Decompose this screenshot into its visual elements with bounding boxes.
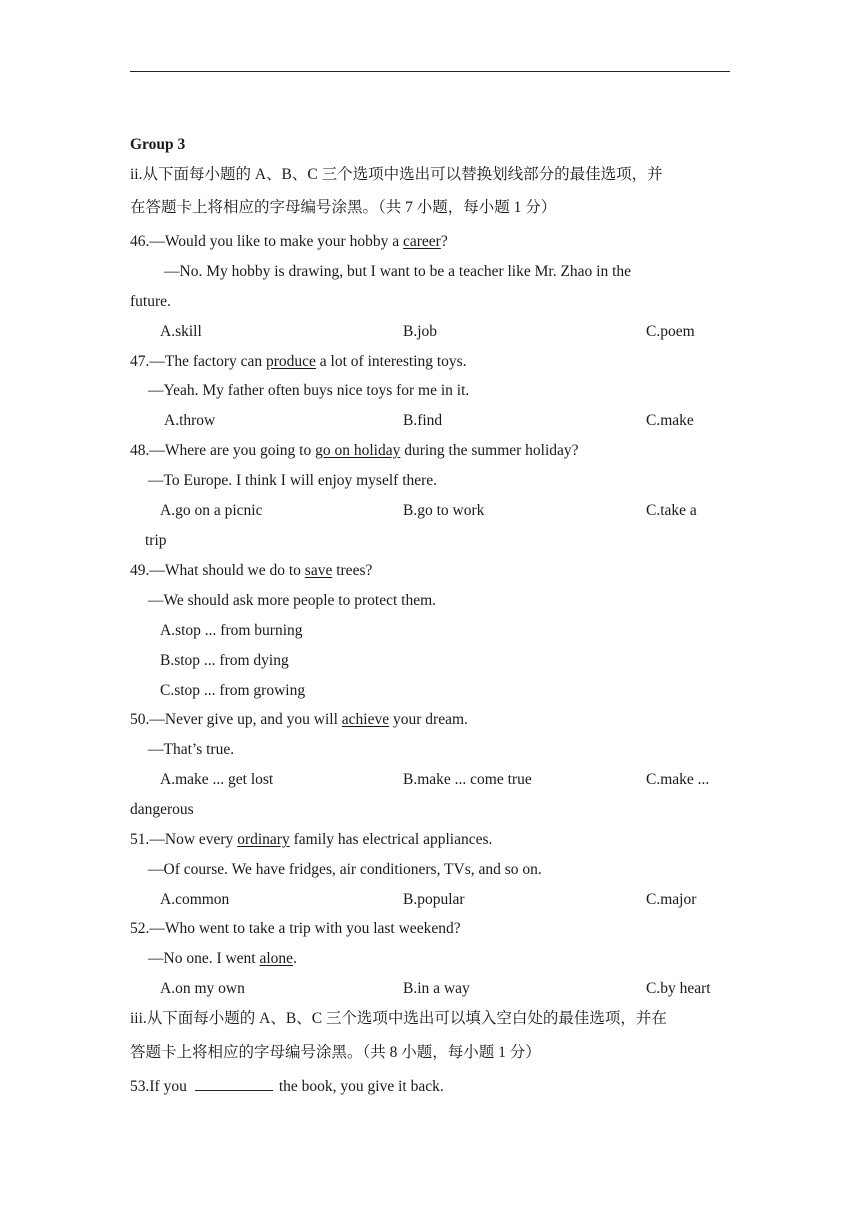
option-c[interactable]: C.take a: [646, 502, 697, 519]
question-47-underlined: produce: [266, 353, 316, 370]
question-49-underlined: save: [304, 562, 333, 579]
question-52: 52.—Who went to take a trip with you last weekend?: [130, 920, 461, 937]
answer-blank[interactable]: [195, 1076, 273, 1091]
option-a[interactable]: A.throw: [164, 412, 216, 429]
question-48-answer: —To Europe. I think I will enjoy myself there.: [148, 472, 438, 489]
option-b[interactable]: B.in a way: [403, 980, 470, 997]
option-a[interactable]: A.skill: [160, 323, 202, 340]
question-53-text: 53.If you: [130, 1078, 187, 1095]
question-49-text-end: trees?: [332, 562, 373, 579]
question-47-answer: —Yeah. My father often buys nice toys for me in it.: [148, 382, 470, 399]
question-47: [130, 352, 467, 372]
question-48-text: 48.—Where are you going to: [130, 442, 316, 459]
option-b[interactable]: B.stop ... from dying: [160, 652, 289, 669]
question-46: [130, 232, 448, 252]
option-c[interactable]: C.stop ... from growing: [160, 682, 306, 699]
option-b[interactable]: B.job: [403, 323, 438, 340]
header-rule: [130, 71, 730, 72]
question-47-text: 47.—The factory can: [130, 353, 266, 370]
question-51: [130, 830, 492, 850]
section-ii-instruction-line2: 在答题卡上将相应的字母编号涂黑。（共 7 小题，每小题 1 分）: [130, 199, 557, 216]
question-46-answer: —No. My hobby is drawing, but I want to be a teacher like Mr. Zhao in the: [164, 263, 632, 280]
question-48-text-end: during the summer holiday?: [400, 442, 579, 459]
option-c[interactable]: C.make: [646, 412, 694, 429]
question-46-text: 46.—Would you like to make your hobby a: [130, 233, 403, 250]
question-51-text-end: family has electrical appliances.: [289, 831, 493, 848]
question-50: [130, 710, 468, 730]
question-50-text-end: your dream.: [389, 711, 468, 728]
question-46-text-end: ?: [440, 233, 448, 250]
question-52-answer: [148, 949, 297, 969]
question-50-answer: —That’s true.: [148, 741, 235, 758]
question-48-underlined: go on holiday: [315, 442, 401, 459]
option-c[interactable]: C.make ...: [646, 771, 710, 788]
question-53: [130, 1076, 444, 1097]
section-iii-instruction-line2: 答题卡上将相应的字母编号涂黑。（共 8 小题，每小题 1 分）: [130, 1044, 541, 1061]
question-49-answer: —We should ask more people to protect them.: [148, 592, 437, 609]
question-49-text: 49.—What should we do to: [130, 562, 305, 579]
question-47-text-end: a lot of interesting toys.: [315, 353, 467, 370]
question-52-underlined: alone: [259, 950, 294, 967]
question-46-underlined: career: [402, 233, 441, 250]
question-50-text: 50.—Never give up, and you will: [130, 711, 342, 728]
section-ii-instruction-line1: ii.从下面每小题的 A、B、C 三个选项中选出可以替换划线部分的最佳选项，并: [130, 166, 663, 183]
option-a[interactable]: A.common: [160, 891, 230, 908]
option-b[interactable]: B.find: [403, 412, 443, 429]
question-46-answer-wrap: future.: [130, 293, 171, 310]
option-c[interactable]: C.poem: [646, 323, 695, 340]
question-53-text-end: the book, you give it back.: [278, 1078, 444, 1095]
question-48: [130, 441, 579, 461]
option-c-wrap: dangerous: [130, 801, 194, 818]
option-c[interactable]: C.major: [646, 891, 697, 908]
option-c[interactable]: C.by heart: [646, 980, 711, 997]
option-a[interactable]: A.make ... get lost: [160, 771, 274, 788]
question-52-answer-end: .: [293, 950, 297, 967]
question-51-underlined: ordinary: [237, 831, 290, 848]
question-51-answer: —Of course. We have fridges, air conditioners, TVs, and so on.: [148, 861, 542, 878]
question-49: [130, 561, 372, 581]
question-52-answer-text: —No one. I went: [148, 950, 260, 967]
option-b[interactable]: B.go to work: [403, 502, 485, 519]
option-a[interactable]: A.stop ... from burning: [160, 622, 303, 639]
section-iii-instruction-line1: iii.从下面每小题的 A、B、C 三个选项中选出可以填入空白处的最佳选项，并在: [130, 1010, 667, 1027]
option-b[interactable]: B.popular: [403, 891, 465, 908]
question-50-underlined: achieve: [341, 711, 390, 728]
option-c-wrap: trip: [145, 532, 167, 549]
group-title: Group 3: [130, 136, 186, 153]
question-51-text: 51.—Now every: [130, 831, 238, 848]
option-a[interactable]: A.go on a picnic: [160, 502, 263, 519]
option-a[interactable]: A.on my own: [160, 980, 245, 997]
option-b[interactable]: B.make ... come true: [403, 771, 532, 788]
